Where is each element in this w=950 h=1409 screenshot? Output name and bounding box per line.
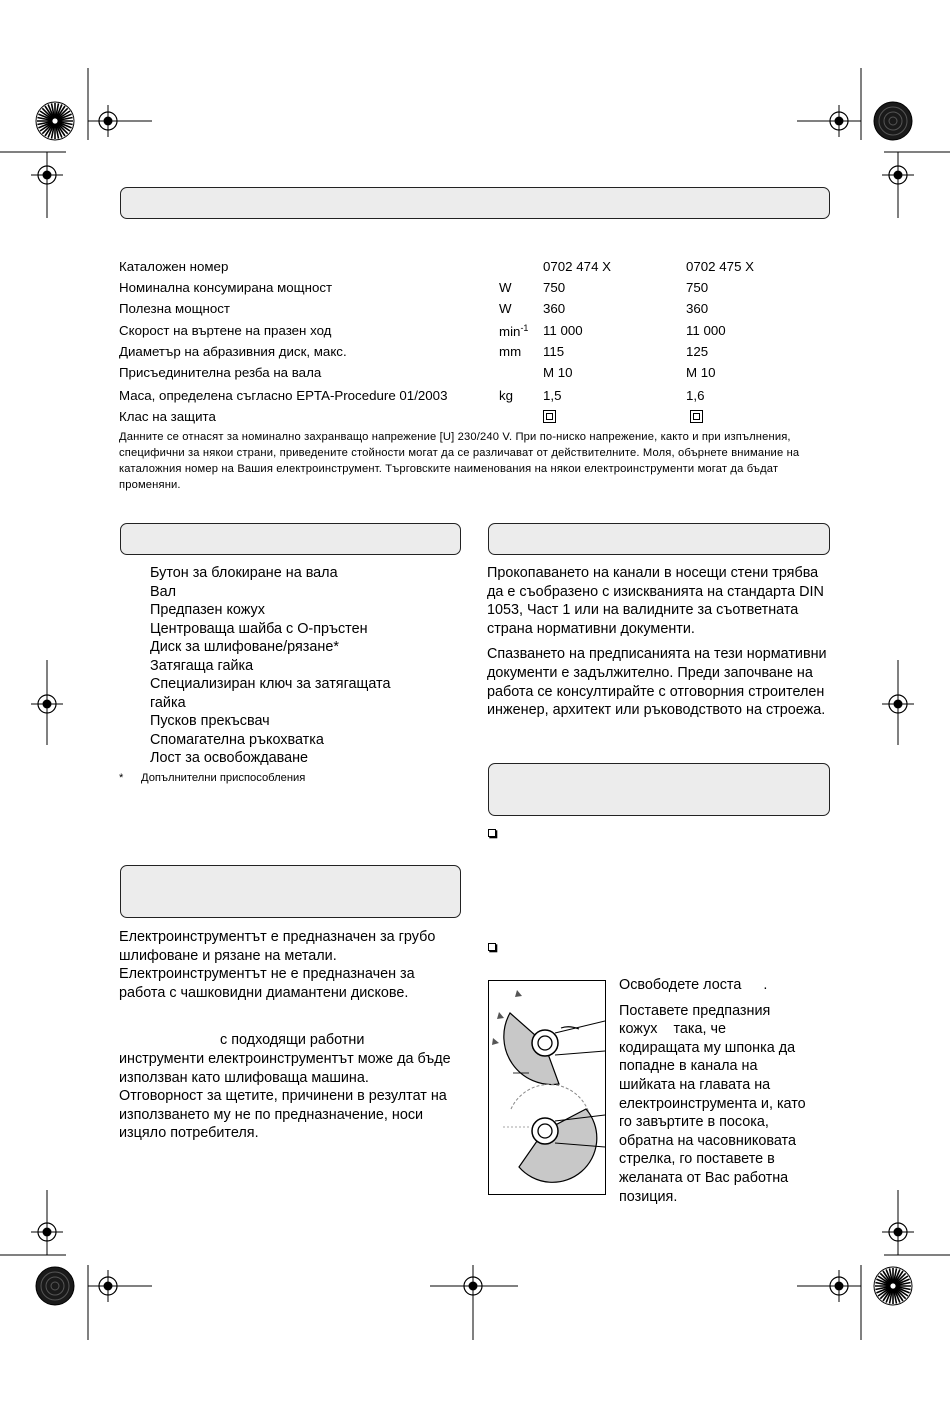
guard-header-box — [488, 763, 830, 816]
guard-step-2-line: попадне в канала на — [619, 1058, 758, 1075]
spec-value-2: 750 — [686, 280, 709, 295]
footnote-mark: * — [119, 772, 124, 784]
list-item: Предпазен кожух — [150, 602, 265, 618]
spec-label: Номинална консумирана мощност — [119, 280, 333, 295]
intended-use-p2-lead: с подходящи работни — [220, 1032, 365, 1049]
bullet-checkbox-icon — [488, 943, 496, 951]
components-header-box — [120, 523, 461, 555]
grooves-header-box — [488, 523, 830, 555]
list-item: Спомагателна ръкохватка — [150, 731, 324, 748]
intended-use-p2 — [119, 1031, 464, 1087]
list-item: гайка — [150, 694, 186, 711]
guard-step-2-line: го завъртите в посока, — [619, 1114, 769, 1131]
guard-step-2-line: обратна на часовниковата — [619, 1132, 796, 1149]
intended-use-text — [119, 928, 464, 1150]
guard-step-2 — [619, 1002, 833, 1207]
guard-steps — [619, 976, 833, 1206]
spec-label: Полезна мощност — [119, 301, 231, 316]
spec-label: Диаметър на абразивния диск, макс. — [119, 344, 347, 359]
list-item: Вал — [150, 583, 176, 600]
list-item: Лост за освобождаване — [150, 750, 309, 766]
spec-value-2: 360 — [686, 301, 709, 316]
spec-value-2: 11 000 — [686, 323, 726, 338]
spec-unit: W — [499, 280, 512, 295]
spec-unit-superscript: -1 — [520, 323, 529, 333]
guard-step-1-text: Освободете лоста — [619, 977, 742, 993]
intended-use-header-box — [120, 865, 461, 918]
guard-step-1 — [619, 976, 833, 995]
guard-figure — [488, 980, 606, 1195]
spec-table — [119, 259, 819, 429]
technical-data-header-box — [120, 187, 830, 219]
list-item: Бутон за блокиране на вала — [150, 565, 338, 581]
guard-step-2-line: кодиращата му шпонка да — [619, 1039, 796, 1056]
grooves-p1: Прокопаването на канали в носещи стени трябва да е съобразено с изискванията на стандарта DIN 1053, Част 1 или на валидните за съответната страна нормативни документи. — [487, 565, 824, 637]
spec-note: Данните се отнасят за номинално захранващо напрежение [U] 230/240 V. При по-ниско напрежение, както и при изпълнения, специфични за някои страни, приведените стойности могат да се различават от действителните. Моля, обърнете внимание на каталожния номер на Вашия електроинструмент. Търговските наименования на някои електроинструменти могат да бъдат променяни. — [119, 431, 800, 491]
spec-value-1: 750 — [543, 280, 566, 295]
list-item: Специализиран ключ за затягащата — [150, 676, 391, 692]
spec-value-2: M 10 — [686, 365, 716, 380]
guard-illustration — [489, 981, 605, 1194]
list-item: Пусков прекъсвач — [150, 713, 270, 729]
spec-value-1: 115 — [543, 344, 565, 359]
spec-unit-base: min — [499, 324, 521, 339]
components-list — [150, 564, 450, 768]
intended-use-p3: Отговорност за щетите, причинени в резултат на използването му не по предназначение, носи изцяло потребителя. — [119, 1088, 447, 1142]
spec-value-1: 360 — [543, 301, 566, 316]
grooves-p2: Спазването на предписанията на тези нормативни документи е задължително. Преди започване на работа се консултирайте с отговорния строителен инженер, архитект или ръководството на строежа. — [487, 646, 827, 719]
spec-unit: mm — [499, 344, 522, 359]
spec-unit: W — [499, 301, 512, 316]
spec-label: Маса, определена съгласно EPTA-Procedure 01/2003 — [119, 388, 448, 403]
components-footnote — [119, 772, 305, 784]
spec-value-2: 125 — [686, 344, 709, 359]
spec-value-2: 0702 475 X — [686, 259, 755, 274]
spec-label: Скорост на въртене на празен ход — [119, 323, 332, 338]
spec-value-1: 11 000 — [543, 323, 583, 338]
spec-unit: kg — [499, 388, 514, 403]
list-item: Диск за шлифоване/рязане* — [150, 639, 339, 655]
spec-label: Присъединителна резба на вала — [119, 365, 322, 380]
spec-label: Клас на защита — [119, 409, 216, 424]
intended-use-p1: Електроинструментът е предназначен за грубо шлифоване и рязане на метали. Електроинструментът не е предназначен за работа с чашковидни диамантени дискове. — [119, 929, 436, 1001]
guard-step-1-end: . — [763, 977, 768, 993]
footnote-text: Допълнителни приспособления — [141, 772, 306, 784]
spec-value-1: 1,5 — [543, 388, 562, 403]
guard-step-2-line: кожух така, че — [619, 1021, 727, 1038]
spec-unit — [499, 323, 528, 339]
spec-value-1: 0702 474 X — [543, 259, 612, 274]
guard-step-2-line: позиция. — [619, 1188, 678, 1205]
list-item: Затягаща гайка — [150, 657, 254, 674]
spec-value-2: 1,6 — [686, 388, 705, 403]
grooves-text — [487, 564, 833, 727]
spec-label: Каталожен номер — [119, 259, 229, 274]
guard-step-2-line: Поставете предпазния — [619, 1002, 771, 1019]
guard-step-2-line: шийката на главата на — [619, 1076, 771, 1093]
spec-value-1: M 10 — [543, 365, 573, 380]
guard-step-2-line: желаната от Вас работна — [619, 1169, 789, 1186]
guard-step-2-line: стрелка, го поставете в — [619, 1151, 775, 1168]
guard-step-2-line: електроинструмента и, като — [619, 1095, 806, 1112]
intended-use-p2-rest: инструменти електроинструментът може да бъде използван като шлифоваща машина. — [119, 1050, 451, 1086]
list-item: Центроваща шайба с O-пръстен — [150, 620, 368, 637]
bullet-checkbox-icon — [488, 829, 496, 837]
